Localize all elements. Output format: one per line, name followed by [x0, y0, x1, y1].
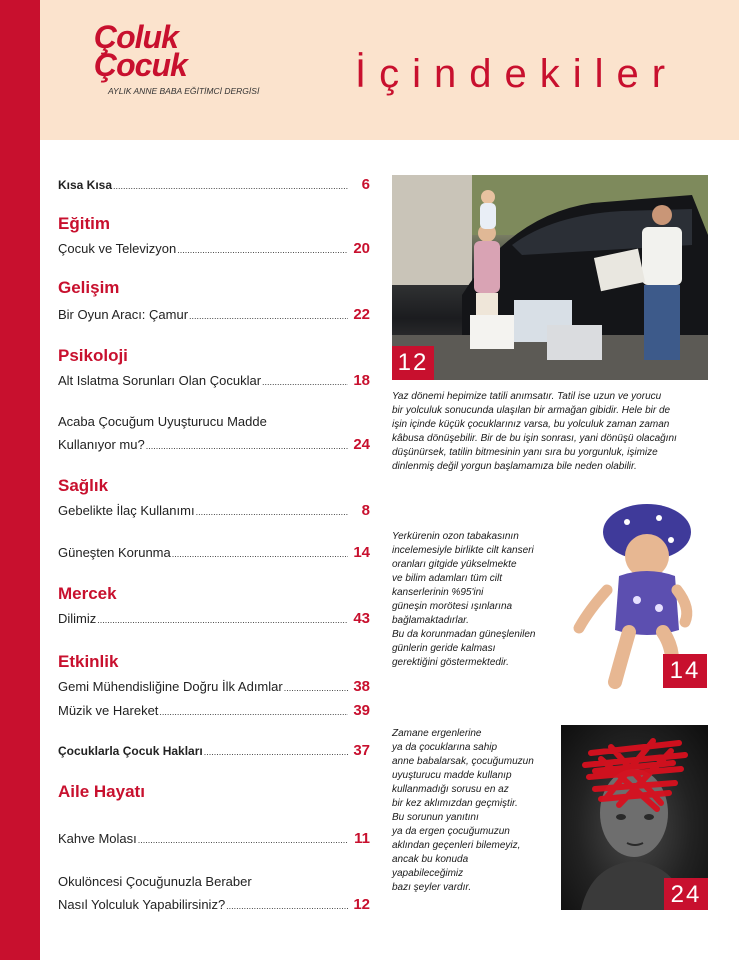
toc-entry[interactable]	[58, 372, 370, 389]
toc-entry[interactable]	[58, 830, 370, 847]
toc-entry-label: Gebelikte İlaç Kullanımı	[58, 503, 195, 518]
toc-entry-page: 14	[353, 544, 370, 561]
toc-entry-page: 8	[361, 502, 370, 519]
caption-uyusturucu: Zamane ergenlerine ya da çocuklarına sahip anne babalarsak, çocuğumuzun uyuşturucu madde kullanıp kullanmadığı sorusu en az bir kez aklımızdan geçmiştir. Bu sorunun yanıtını ya da ergen çocuğumuzun aklından geçenleri bilemeyiz, ancak bu konuda yapabileceğimiz bazı şeyler vardır.	[392, 728, 534, 893]
section-heading-saglik: Sağlık	[58, 476, 109, 495]
toc-entry-page: 38	[353, 678, 370, 695]
toc-entry-page: 39	[353, 702, 370, 719]
page-badge-24: 24	[664, 878, 708, 910]
family-car-photo[interactable]	[392, 175, 708, 380]
section-heading-gelisim: Gelişim	[58, 278, 120, 297]
toc-entry-label: Güneşten Korunma	[58, 545, 171, 560]
toc-entry-label: Kısa Kısa	[58, 178, 113, 192]
toc-entry-page: 37	[353, 742, 370, 759]
caption-yolculuk: Yaz dönemi hepimize tatili anımsatır. Tatil ise uzun ve yorucu bir yolculuk sonucunda ulaşılan bir armağan gibidir. Hele bir de işin içinde küçük çocuklarınız varsa, bu yolculuk zaman zaman kâbusa dönüşebilir. Bir de bu işin sonrası, yani dönüşü olacağını düşünürsek, tatilin bitmesinin yanı sıra bu yorgunluk, işimize dinlenmiş değil yorgun başlamamıza bile neden olabilir.	[392, 391, 677, 472]
left-red-strip	[0, 0, 40, 960]
section-heading-psikoloji: Psikoloji	[58, 346, 128, 365]
toc-entry-page: 22	[353, 306, 370, 323]
logo-word-2: Çocuk	[94, 47, 187, 83]
toc-entry-label: Müzik ve Hareket	[58, 703, 159, 718]
toc-entry-page: 24	[353, 436, 370, 453]
toc-entry[interactable]	[58, 678, 370, 695]
section-heading-aile-hayati: Aile Hayatı	[58, 782, 145, 801]
toc-entry[interactable]	[58, 502, 370, 519]
toc-entry[interactable]	[58, 544, 370, 561]
page-badge-12: 12	[392, 346, 434, 380]
toc-entry-page: 20	[353, 240, 370, 257]
logo-subtitle: AYLIK ANNE BABA EĞİTİMCİ DERGİSİ	[108, 86, 260, 96]
toc-entry-page: 11	[354, 830, 370, 847]
child-sunhat-photo[interactable]	[567, 500, 707, 692]
toc-entry-label: Gemi Mühendisliğine Doğru İlk Adımlar	[58, 679, 283, 694]
toc-entry[interactable]	[58, 702, 370, 719]
toc-entry-label-line1[interactable]: Acaba Çocuğum Uyuşturucu Madde	[58, 414, 267, 429]
toc-entry[interactable]	[58, 610, 370, 627]
toc-entry[interactable]	[58, 176, 370, 193]
family-car-illustration	[392, 175, 708, 380]
toc-entry-label: Bir Oyun Aracı: Çamur	[58, 307, 189, 322]
toc-entry-label: Dilimiz	[58, 611, 97, 626]
page-title: İçindekiler	[355, 52, 679, 96]
teen-portrait-photo[interactable]	[561, 725, 708, 910]
toc-entry-page: 6	[361, 176, 370, 193]
toc-entry-label: Nasıl Yolculuk Yapabilirsiniz?	[58, 897, 226, 912]
toc-entry-label: Çocuklarla Çocuk Hakları	[58, 744, 203, 758]
toc-entry[interactable]	[58, 436, 370, 453]
toc-entry-label: Kahve Molası	[58, 831, 137, 846]
toc-entry-label: Çocuk ve Televizyon	[58, 241, 177, 256]
page-badge-14: 14	[663, 654, 707, 688]
toc-entry[interactable]	[58, 742, 370, 759]
section-heading-etkinlik: Etkinlik	[58, 652, 119, 671]
toc-entry[interactable]	[58, 896, 370, 913]
toc-entry-page: 43	[353, 610, 370, 627]
toc-entry-page: 18	[353, 372, 370, 389]
section-heading-egitim: Eğitim	[58, 214, 110, 233]
logo-word-1: Çoluk	[94, 19, 178, 55]
toc-entry-label-line1[interactable]: Okulöncesi Çocuğunuzla Beraber	[58, 874, 252, 889]
toc-entry[interactable]	[58, 240, 370, 257]
toc-entry[interactable]	[58, 306, 370, 323]
magazine-logo	[92, 18, 322, 108]
toc-entry-label: Alt Islatma Sorunları Olan Çocuklar	[58, 373, 262, 388]
toc-entry-label: Kullanıyor mu?	[58, 437, 145, 452]
caption-gunes: Yerkürenin ozon tabakasının incelemesiyle birlikte cilt kanseri oranları gitgide yükselmekte ve bilim adamları tüm cilt kanserlerinin %95'ini güneşin morötesi ışınlarına bağlamaktadırlar. Bu da korunmadan güneşlenilen günlerin geride kalması gerektiğini göstermektedir.	[392, 531, 536, 668]
section-heading-mercek: Mercek	[58, 584, 117, 603]
toc-entry-page: 12	[353, 896, 370, 913]
